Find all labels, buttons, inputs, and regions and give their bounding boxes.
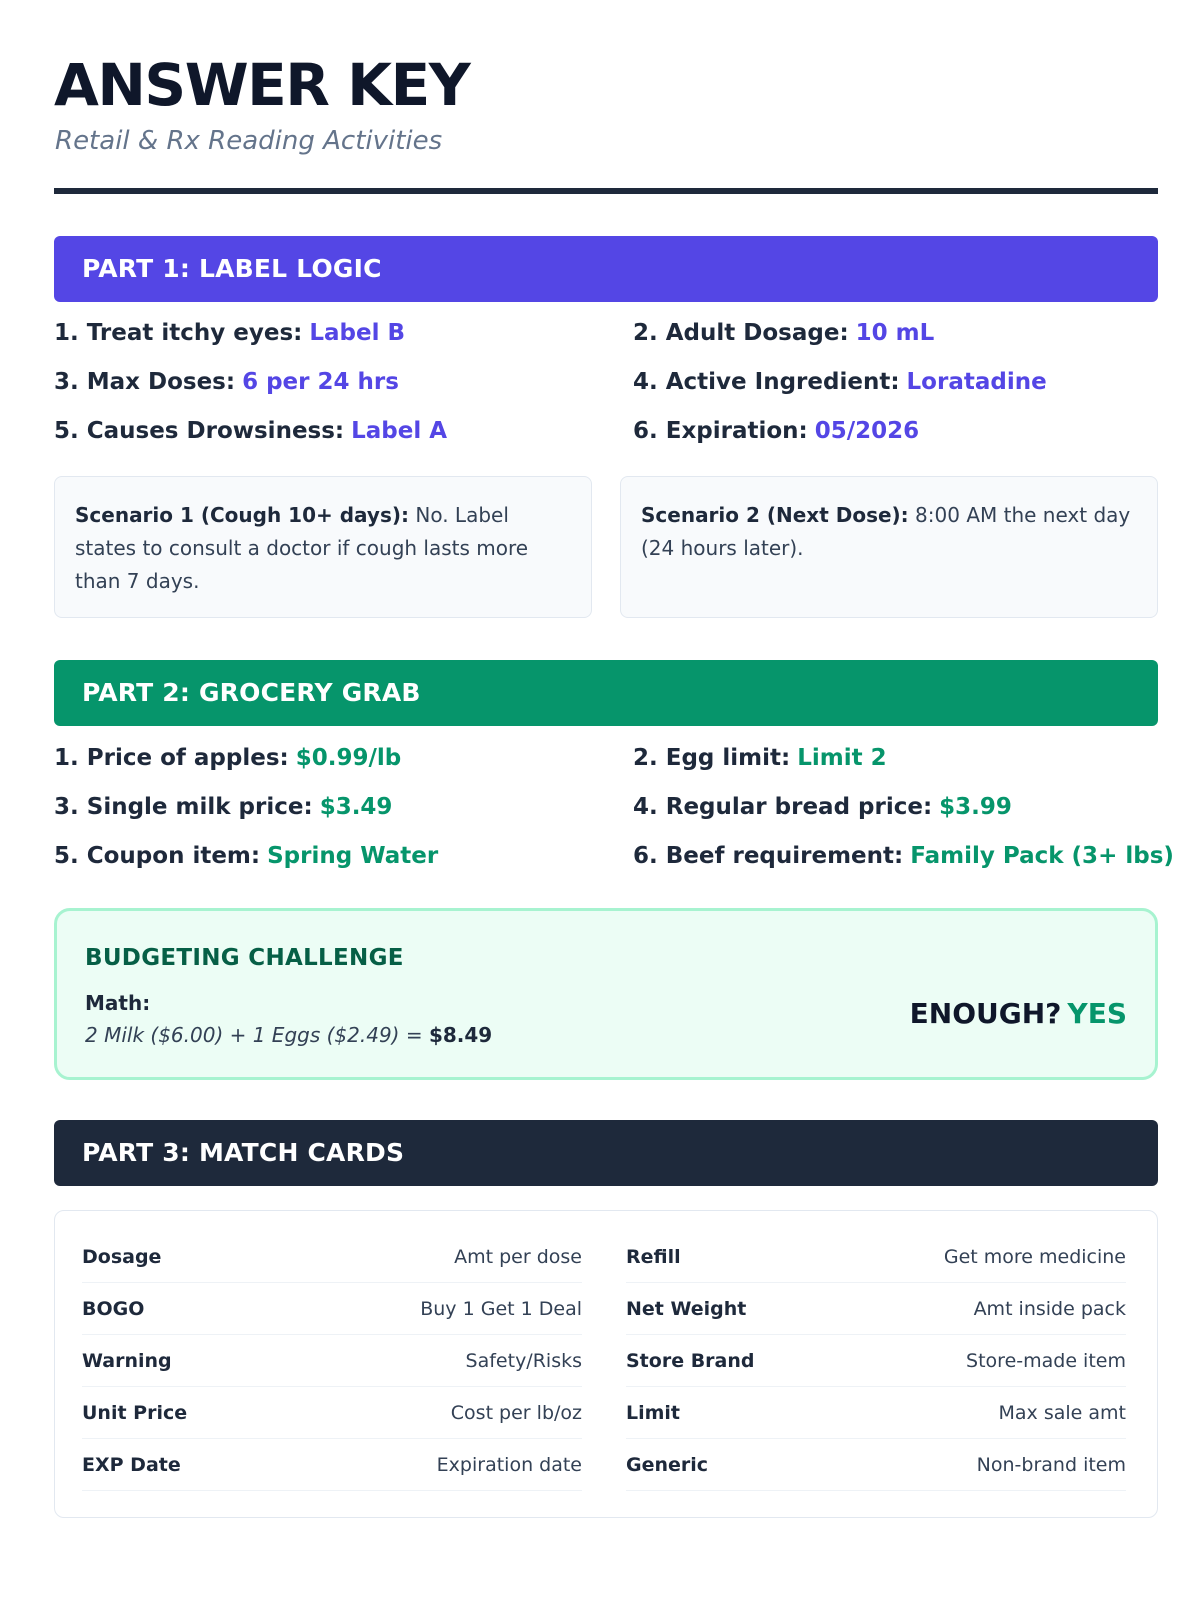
question-label: 3. Max Doses:: [54, 369, 236, 395]
question-label: 6. Expiration:: [633, 418, 808, 444]
math-label: Math:: [85, 991, 151, 1015]
question-label: 2. Egg limit:: [633, 745, 791, 771]
part2-item-3: [54, 794, 392, 820]
enough-value: YES: [1067, 997, 1127, 1030]
part2-item-6: [633, 843, 1174, 869]
match-column-left: [82, 1231, 582, 1491]
math-equation: 2 Milk ($6.00) + 1 Eggs ($2.49) =: [85, 1023, 423, 1047]
part1-item-5: [54, 418, 447, 444]
question-label: 5. Coupon item:: [54, 843, 261, 869]
match-term: Unit Price: [82, 1401, 188, 1424]
match-term: Dosage: [82, 1245, 162, 1268]
match-term: Generic: [626, 1453, 709, 1476]
answer-value: 05/2026: [814, 418, 920, 444]
question-label: 4. Active Ingredient:: [633, 369, 900, 395]
answer-value: Label B: [309, 320, 406, 346]
part1-item-2: [633, 320, 934, 346]
match-term: EXP Date: [82, 1453, 181, 1476]
match-row: [626, 1335, 1126, 1387]
match-row: [82, 1283, 582, 1335]
page-subtitle: Retail & Rx Reading Activities: [55, 126, 443, 156]
part2-item-2: [633, 745, 887, 771]
part1-heading: PART 1: LABEL LOGIC: [54, 236, 1158, 302]
match-term: BOGO: [82, 1297, 145, 1320]
part1-item-4: [633, 369, 1047, 395]
scenario-label: Scenario 1 (Cough 10+ days):: [75, 503, 410, 527]
match-definition: Amt per dose: [454, 1245, 582, 1268]
part1-item-6: [633, 418, 919, 444]
scenario-2-card: [620, 476, 1158, 618]
question-label: 2. Adult Dosage:: [633, 320, 849, 346]
scenario-text: 8:00 AM the next day (24 hours later).: [641, 503, 1131, 560]
match-row: [82, 1387, 582, 1439]
match-definition: Max sale amt: [998, 1401, 1126, 1424]
match-row: [626, 1387, 1126, 1439]
match-row: [82, 1335, 582, 1387]
part2-item-5: [54, 843, 438, 869]
budget-title: BUDGETING CHALLENGE: [85, 945, 404, 971]
part1-item-1: [54, 320, 405, 346]
scenario-label: Scenario 2 (Next Dose):: [641, 503, 909, 527]
answer-value: $3.99: [939, 794, 1012, 820]
answer-value: Loratadine: [906, 369, 1047, 395]
question-label: 5. Causes Drowsiness:: [54, 418, 345, 444]
match-row: [626, 1283, 1126, 1335]
match-definition: Buy 1 Get 1 Deal: [420, 1297, 582, 1320]
match-row: [82, 1439, 582, 1491]
question-label: 1. Price of apples:: [54, 745, 289, 771]
math-expression: [85, 1023, 492, 1047]
math-total: $8.49: [428, 1023, 493, 1047]
match-definition: Store-made item: [966, 1349, 1126, 1372]
answer-value: 6 per 24 hrs: [242, 369, 399, 395]
question-label: 6. Beef requirement:: [633, 843, 904, 869]
match-term: Limit: [626, 1401, 681, 1424]
answer-value: $3.49: [319, 794, 393, 820]
match-term: Net Weight: [626, 1297, 747, 1320]
match-row: [82, 1231, 582, 1283]
match-row: [626, 1231, 1126, 1283]
part3-heading: PART 3: MATCH CARDS: [54, 1120, 1158, 1186]
part2-heading: PART 2: GROCERY GRAB: [54, 660, 1158, 726]
answer-value: Limit 2: [797, 745, 887, 771]
match-definition: Get more medicine: [943, 1245, 1126, 1268]
enough-result: [910, 997, 1127, 1030]
match-term: Store Brand: [626, 1349, 755, 1372]
scenario-text: No. Label states to consult a doctor if cough lasts more than 7 days.: [75, 503, 529, 593]
match-definition: Cost per lb/oz: [450, 1401, 582, 1424]
question-label: 1. Treat itchy eyes:: [54, 320, 303, 346]
match-row: [626, 1439, 1126, 1491]
answer-value: Spring Water: [267, 843, 439, 869]
page-title: ANSWER KEY: [54, 51, 470, 119]
match-cards-panel: [54, 1210, 1158, 1518]
enough-label: ENOUGH?: [909, 997, 1062, 1030]
match-term: Refill: [626, 1245, 681, 1268]
question-label: 4. Regular bread price:: [633, 794, 933, 820]
answer-value: $0.99/lb: [295, 745, 402, 771]
match-term: Warning: [82, 1349, 172, 1372]
answer-value: Family Pack (3+ lbs): [910, 843, 1174, 869]
scenario-1-card: [54, 476, 592, 618]
part2-item-4: [633, 794, 1012, 820]
budgeting-challenge-card: [54, 908, 1158, 1080]
answer-value: Label A: [351, 418, 448, 444]
match-definition: Amt inside pack: [973, 1297, 1126, 1320]
question-label: 3. Single milk price:: [54, 794, 313, 820]
match-column-right: [626, 1231, 1126, 1491]
part1-item-3: [54, 369, 399, 395]
match-definition: Non-brand item: [976, 1453, 1126, 1476]
answer-value: 10 mL: [855, 320, 935, 346]
part2-item-1: [54, 745, 401, 771]
header-divider: [54, 188, 1158, 194]
match-definition: Expiration date: [436, 1453, 582, 1476]
match-definition: Safety/Risks: [465, 1349, 582, 1372]
